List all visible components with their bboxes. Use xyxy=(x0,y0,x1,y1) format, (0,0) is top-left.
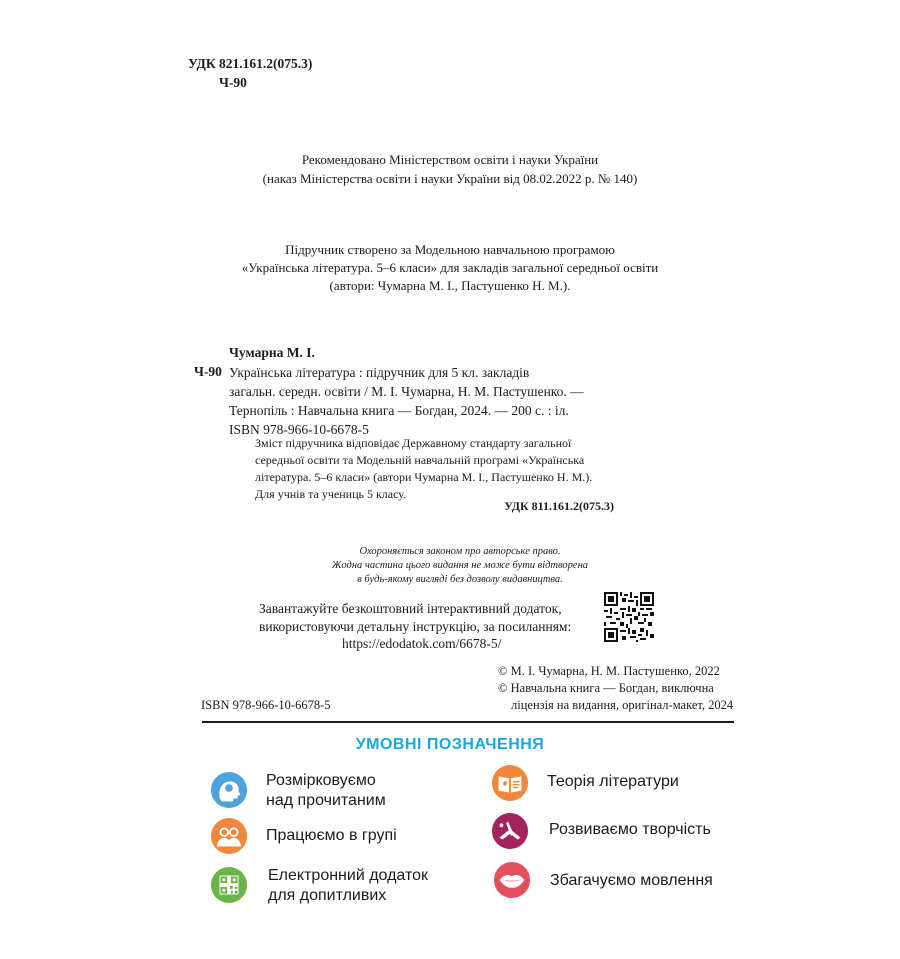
copyright-notice-line-3: в будь-якому вигляді без дозволу видавництва. xyxy=(357,574,563,585)
bibliography-line-1: Українська література : підручник для 5 кл. закладів xyxy=(229,365,530,380)
program-line-3: (автори: Чумарна М. І., Пастушенко Н. М.). xyxy=(329,278,571,293)
divider xyxy=(202,721,734,723)
compliance-line-3: література. 5–6 класи» (автори Чумарна М. І., Пастушенко Н. М.). xyxy=(255,470,593,484)
legend-theory-line-1: Теорія літератури xyxy=(547,773,679,790)
recommendation-line-1: Рекомендовано Міністерством освіти і науки України xyxy=(301,152,599,167)
lips-icon xyxy=(493,861,531,899)
bibliography-author: Чумарна М. І. xyxy=(229,345,315,360)
compliance-line-2: середньої освіти та Модельній навчальній програмі «Українська xyxy=(255,453,585,467)
compliance-text xyxy=(255,435,615,503)
download-link[interactable]: https://edodatok.com/6678-5/ xyxy=(342,636,502,651)
legend-item-digital xyxy=(268,866,428,906)
copyright-notice xyxy=(250,545,670,587)
recommendation-line-2: (наказ Міністерства освіти і науки України від 08.02.2022 р. № 140) xyxy=(262,171,638,186)
legend-title: УМОВНІ ПОЗНАЧЕННЯ xyxy=(355,736,545,753)
bibliography-udk: УДК 811.161.2(075.3) xyxy=(504,499,614,513)
bibliography-description xyxy=(229,363,614,420)
download-line-1: Завантажуйте безкоштовний інтерактивний додаток, xyxy=(259,601,562,616)
qr-code-icon xyxy=(604,592,654,642)
udk-code: УДК 821.161.2(075.3) xyxy=(188,56,313,71)
copyright-notice-line-2: Жодна частина цього видання не може бути відтворена xyxy=(331,560,589,571)
copyright-rights xyxy=(498,663,748,714)
legend-item-speech xyxy=(550,871,713,891)
rights-line-1: © М. І. Чумарна, Н. М. Пастушенко, 2022 xyxy=(498,664,720,678)
legend-item-creativity xyxy=(549,820,711,840)
pen-hand-icon xyxy=(491,812,529,850)
compliance-line-1: Зміст підручника відповідає Державному стандарту загальної xyxy=(255,436,572,450)
legend-think-line-2: над прочитаним xyxy=(266,792,386,809)
copyright-notice-line-1: Охороняється законом про авторське право. xyxy=(359,546,561,557)
qr-code-icon xyxy=(210,866,248,904)
download-instructions xyxy=(259,600,599,636)
catalog-code: Ч-90 xyxy=(219,75,247,90)
legend-think-line-1: Розмірковуємо xyxy=(266,772,376,789)
legend-item-theory xyxy=(547,772,679,792)
head-thinking-icon xyxy=(210,771,248,809)
rights-line-2: © Навчальна книга — Богдан, виключна xyxy=(498,681,714,695)
group-icon xyxy=(210,817,248,855)
isbn-bottom: ISBN 978-966-10-6678-5 xyxy=(201,698,331,712)
legend-digital-line-2: для допитливих xyxy=(268,887,387,904)
program-line-2: «Українська література. 5–6 класи» для закладів загальної середньої освіти xyxy=(241,260,659,275)
rights-line-3: ліцензія на видання, оригінал-макет, 2024 xyxy=(511,698,734,712)
legend-speech-line-1: Збагачуємо мовлення xyxy=(550,872,713,889)
legend-group-line-1: Працюємо в групі xyxy=(266,827,397,844)
download-line-2: використовуючи детальну інструкцію, за посиланням: xyxy=(259,619,572,634)
legend-digital-line-1: Електронний додаток xyxy=(268,867,429,884)
bibliography-line-2: загальн. середн. освіти / М. І. Чумарна, Н. М. Пастушенко. — xyxy=(229,384,584,399)
audience-line: Для учнів та учениць 5 класу. xyxy=(255,487,407,501)
bibliography-catalog-code: Ч-90 xyxy=(194,364,222,379)
bibliography-line-3: Тернопіль : Навчальна книга — Богдан, 2024. — 200 с. : іл. xyxy=(229,403,569,418)
program-line-1: Підручник створено за Модельною навчальною програмою xyxy=(285,242,615,257)
legend-item-group xyxy=(266,826,397,846)
open-book-icon xyxy=(491,764,529,802)
bibliography-isbn: ISBN 978-966-10-6678-5 xyxy=(229,422,369,437)
legend-item-think xyxy=(266,771,386,811)
legend-creativity-line-1: Розвиваємо творчість xyxy=(549,821,711,838)
